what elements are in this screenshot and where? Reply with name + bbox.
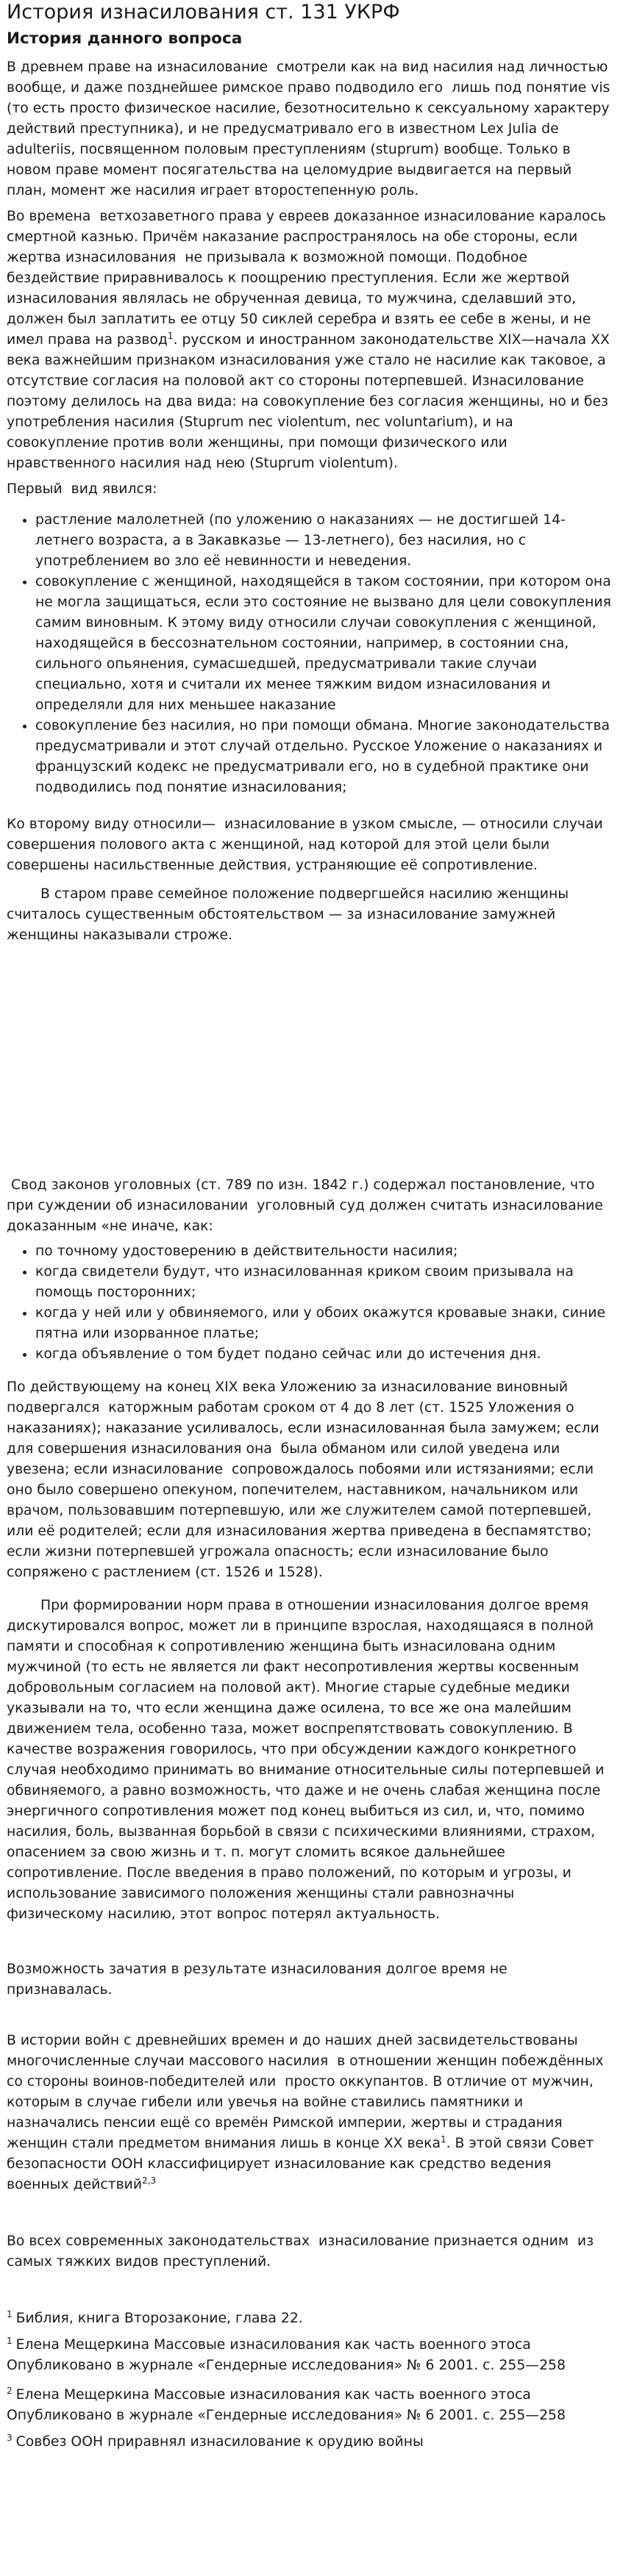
first-kind-list (7, 510, 616, 798)
footnote (7, 2308, 613, 2329)
paragraph-text: . русском и иностранном законодательстве XIX—начала XX века важнейшим признаком изнасилования уже стало не насилие как таковое, а отсутствие согласия на половой акт со стороны потерпевшей. Изнасилование поэтому делилось на два вида: на совокупление без согласия женщины, но и без употребления насилия (Stuprum nec violentum, nec voluntarium), и на совокупление против воли женщины, при помощи физического или нравственного насилия над нею (Stuprum violentum). (7, 332, 614, 471)
paragraph-text: В истории войн с древнейших времен и до наших дней засвидетельствованы многочисленные случаи массового насилия в отношении женщин побеждённых со стороны воинов-победителей или просто оккупантов. В отличие от мужчин, которым в случае гибели или увечья на войне ставились памятники и назначались пенсии ещё со времён Римской империи, жертвы и страдания женщин стали предметом внимания лишь в конце XX века (7, 2033, 608, 2151)
paragraph-text: . В этой связи Совет безопасности ООН классифицирует изнасилование как средство ведения военных действий (7, 2136, 599, 2192)
footnote-mark: 1 (7, 2309, 13, 2320)
first-kind-intro: Первый вид явился: (7, 481, 157, 497)
list-item: • совокупление без насилия, но при помощи обмана. Многие законодательства предусматривали и этот случай отдельно. Русское Уложение о наказаниях и французский кодекс не предусматривали его, но в судебной практике они подводились под понятие изнасилования; (35, 716, 613, 798)
list-item: • растление малолетней (по уложению о наказаниях — не достигшей 14-летнего возраста, а в Закавказье — 13-летнего), без насилия, но с употреблением во зло её невинности и неведения. (35, 510, 613, 572)
paragraph-ancient-law: В древнем праве на изнасилование смотрели как на вид насилия над личностью вообще, и даже позднейшее римское право подводило его лишь под понятие vis (то есть просто физическое насилие, безотносительно к сексуальному характеру действий преступника), и не предусматривало его в известном Lex Julia de adulteriis, посвященном половым преступлениям (stuprum) вообще. Только в новом праве момент посягательства на целомудрие выдвигается на первый план, момент же насилия играет второстепенную роль. (7, 60, 615, 198)
paragraph-modern-law: Во всех современных законодательствах изнасилование признается одним из самых тяжких видов преступлений. (7, 2234, 599, 2270)
footnote-text: Елена Мещеркина Массовые изнасилования как часть военного этоса Опубликовано в журнале «Гендерные исследования» № 6 2001. с. 255—258 (7, 2387, 566, 2423)
list-item: • по точному удостоверению в действительности насилия; (35, 1241, 613, 1262)
paragraph-current-law: По действующему на конец XIX века Уложению за изнасилование виновный подвергался каторжным работам сроком от 4 до 8 лет (ст. 1525 Уложения о наказаниях); наказание усиливалось, если изнасилованная была замужем; если для совершения изнасилования она была обманом или силой уведена или увезена; если изнасилование сопровождалось побоями или истязаниями; если оно было совершено опекуном, попечителем, наставником, начальником или врачом, пользовавшим потерпевшую, или же служителем самой потерпевшей, или её родителей; если для изнасилования жертва приведена в беспамятство; если жизни потерпевшей угрожала опасность; если изнасилование было сопряжено с растлением (ст. 1526 и 1528). (7, 1380, 604, 1580)
paragraph-old-testament-law (7, 207, 613, 474)
footnote (7, 2385, 613, 2426)
list-item: • когда свидетели будут, что изнасилованная криком своим призывала на помощь посторонних; (35, 1262, 613, 1303)
footnote-mark: 3 (7, 2433, 13, 2443)
paragraph-old-law: В старом праве семейное положение подвергшейся насилию женщины считалось существенным обстоятельством — за изнасилование замужней женщины наказывали строже. (7, 886, 574, 943)
footnote-mark: 1 (7, 2336, 13, 2346)
footnote-reference: 1 (167, 331, 174, 341)
criminal-code-list (7, 1241, 613, 1365)
footnote-text: Елена Мещеркина Массовые изнасилования как часть военного этоса Опубликовано в журнале «Гендерные исследования» № 6 2001. с. 255—258 (7, 2337, 566, 2373)
paragraph-conception: Возможность зачатия в результате изнасилования долгое время не признавалась. (7, 1962, 512, 1998)
paragraph-second-kind: Ко второму виду относили— изнасилование в узком смысле, — относили случаи совершения полового акта с женщиной, над которой для этой цели были совершены насильственные действия, устраняющие её сопротивление. (7, 817, 608, 873)
footnote (7, 2432, 613, 2453)
list-item: • когда у ней или у обвиняемого, или у обоих окажутся кровавые знаки, синие пятна или изорванное платье; (35, 1303, 613, 1344)
list-item: • совокупление с женщиной, находящейся в таком состоянии, при котором она не могла защищаться, если это состояние не вызвано для цели совокупления самим виновным. К этому виду относили случаи совокупления с женщиной, находящейся в бессознательном состоянии, например, в состоянии сна, сильного опьянения, сумасшедшей, предусматривали такие случаи специально, хотя и считали их менее тяжким видом изнасилования и определяли для них меньшее наказание (35, 572, 613, 716)
footnote-reference: 1 (440, 2134, 446, 2145)
section-heading: История данного вопроса (7, 29, 243, 48)
document-title: История изнасилования ст. 131 УКРФ (7, 1, 400, 24)
paragraph-law-formation: При формировании норм права в отношении изнасилования долгое время дискутировался вопрос, может ли в принципе взрослая, находящаяся в полной памяти и способная к сопротивлению женщина быть изнасилована одним мужчиной (то есть не является ли факт несопротивления жертвы косвенным добровольным согласием на половой акт). Многие старые судебные медики указывали на то, что если женщина даже осилена, то все же она малейшим движением тела, особенно таза, может воспрепятствовать совокуплению. В качестве возражения говорилось, что при обсуждении каждого конкретного случая необходимо принимать во внимание относительные силы потерпевшей и обвиняемого, а равно возможность, что даже и не очень слабая женщина после энергичного сопротивления может под конец выбиться из сил, и, что, помимо насилия, боль, вызванная борьбой в связи с психическими влияниями, страхом, опасением за свою жизнь и т. п. могут сломить всякое дальнейшее сопротивление. После введения в право положений, по которым и угрозы, и использование зависимого положения женщины стали равнозначны физическому насилию, этот вопрос потерял актуальность. (7, 1598, 609, 1922)
footnote (7, 2335, 613, 2376)
footnote-text: Совбез ООН приравнял изнасилование к орудию войны (15, 2434, 424, 2450)
paragraph-criminal-code: Свод законов уголовных (ст. 789 по изн. 1842 г.) содержал постановление, что при суждении об изнасиловании уголовный суд должен считать изнасилование доказанным «не иначе, как: (7, 1177, 608, 1234)
footnote-mark: 2 (7, 2386, 13, 2396)
paragraph-text: Во времена ветхозаветного права у евреев доказанное изнасилование каралось смертной казнью. Причём наказание распространялось на обе стороны, если жертва изнасилования не призывала к возможной помощи. Подобное бездействие приравнивалось к поощрению преступления. Если же жертвой изнасилования являлась не обрученная девица, то мужчина, сделавший это, должен был заплатить ее отцу 50 сиклей серебра и взять ее себе в жены, и не имел права на развод (7, 209, 610, 348)
paragraph-wars (7, 2031, 613, 2195)
footnote-text: Библия, книга Второзаконие, глава 22. (15, 2311, 303, 2326)
footnote-reference: 2,3 (142, 2175, 157, 2186)
list-item: • когда объявление о том будет подано сейчас или до истечения дня. (35, 1344, 613, 1365)
